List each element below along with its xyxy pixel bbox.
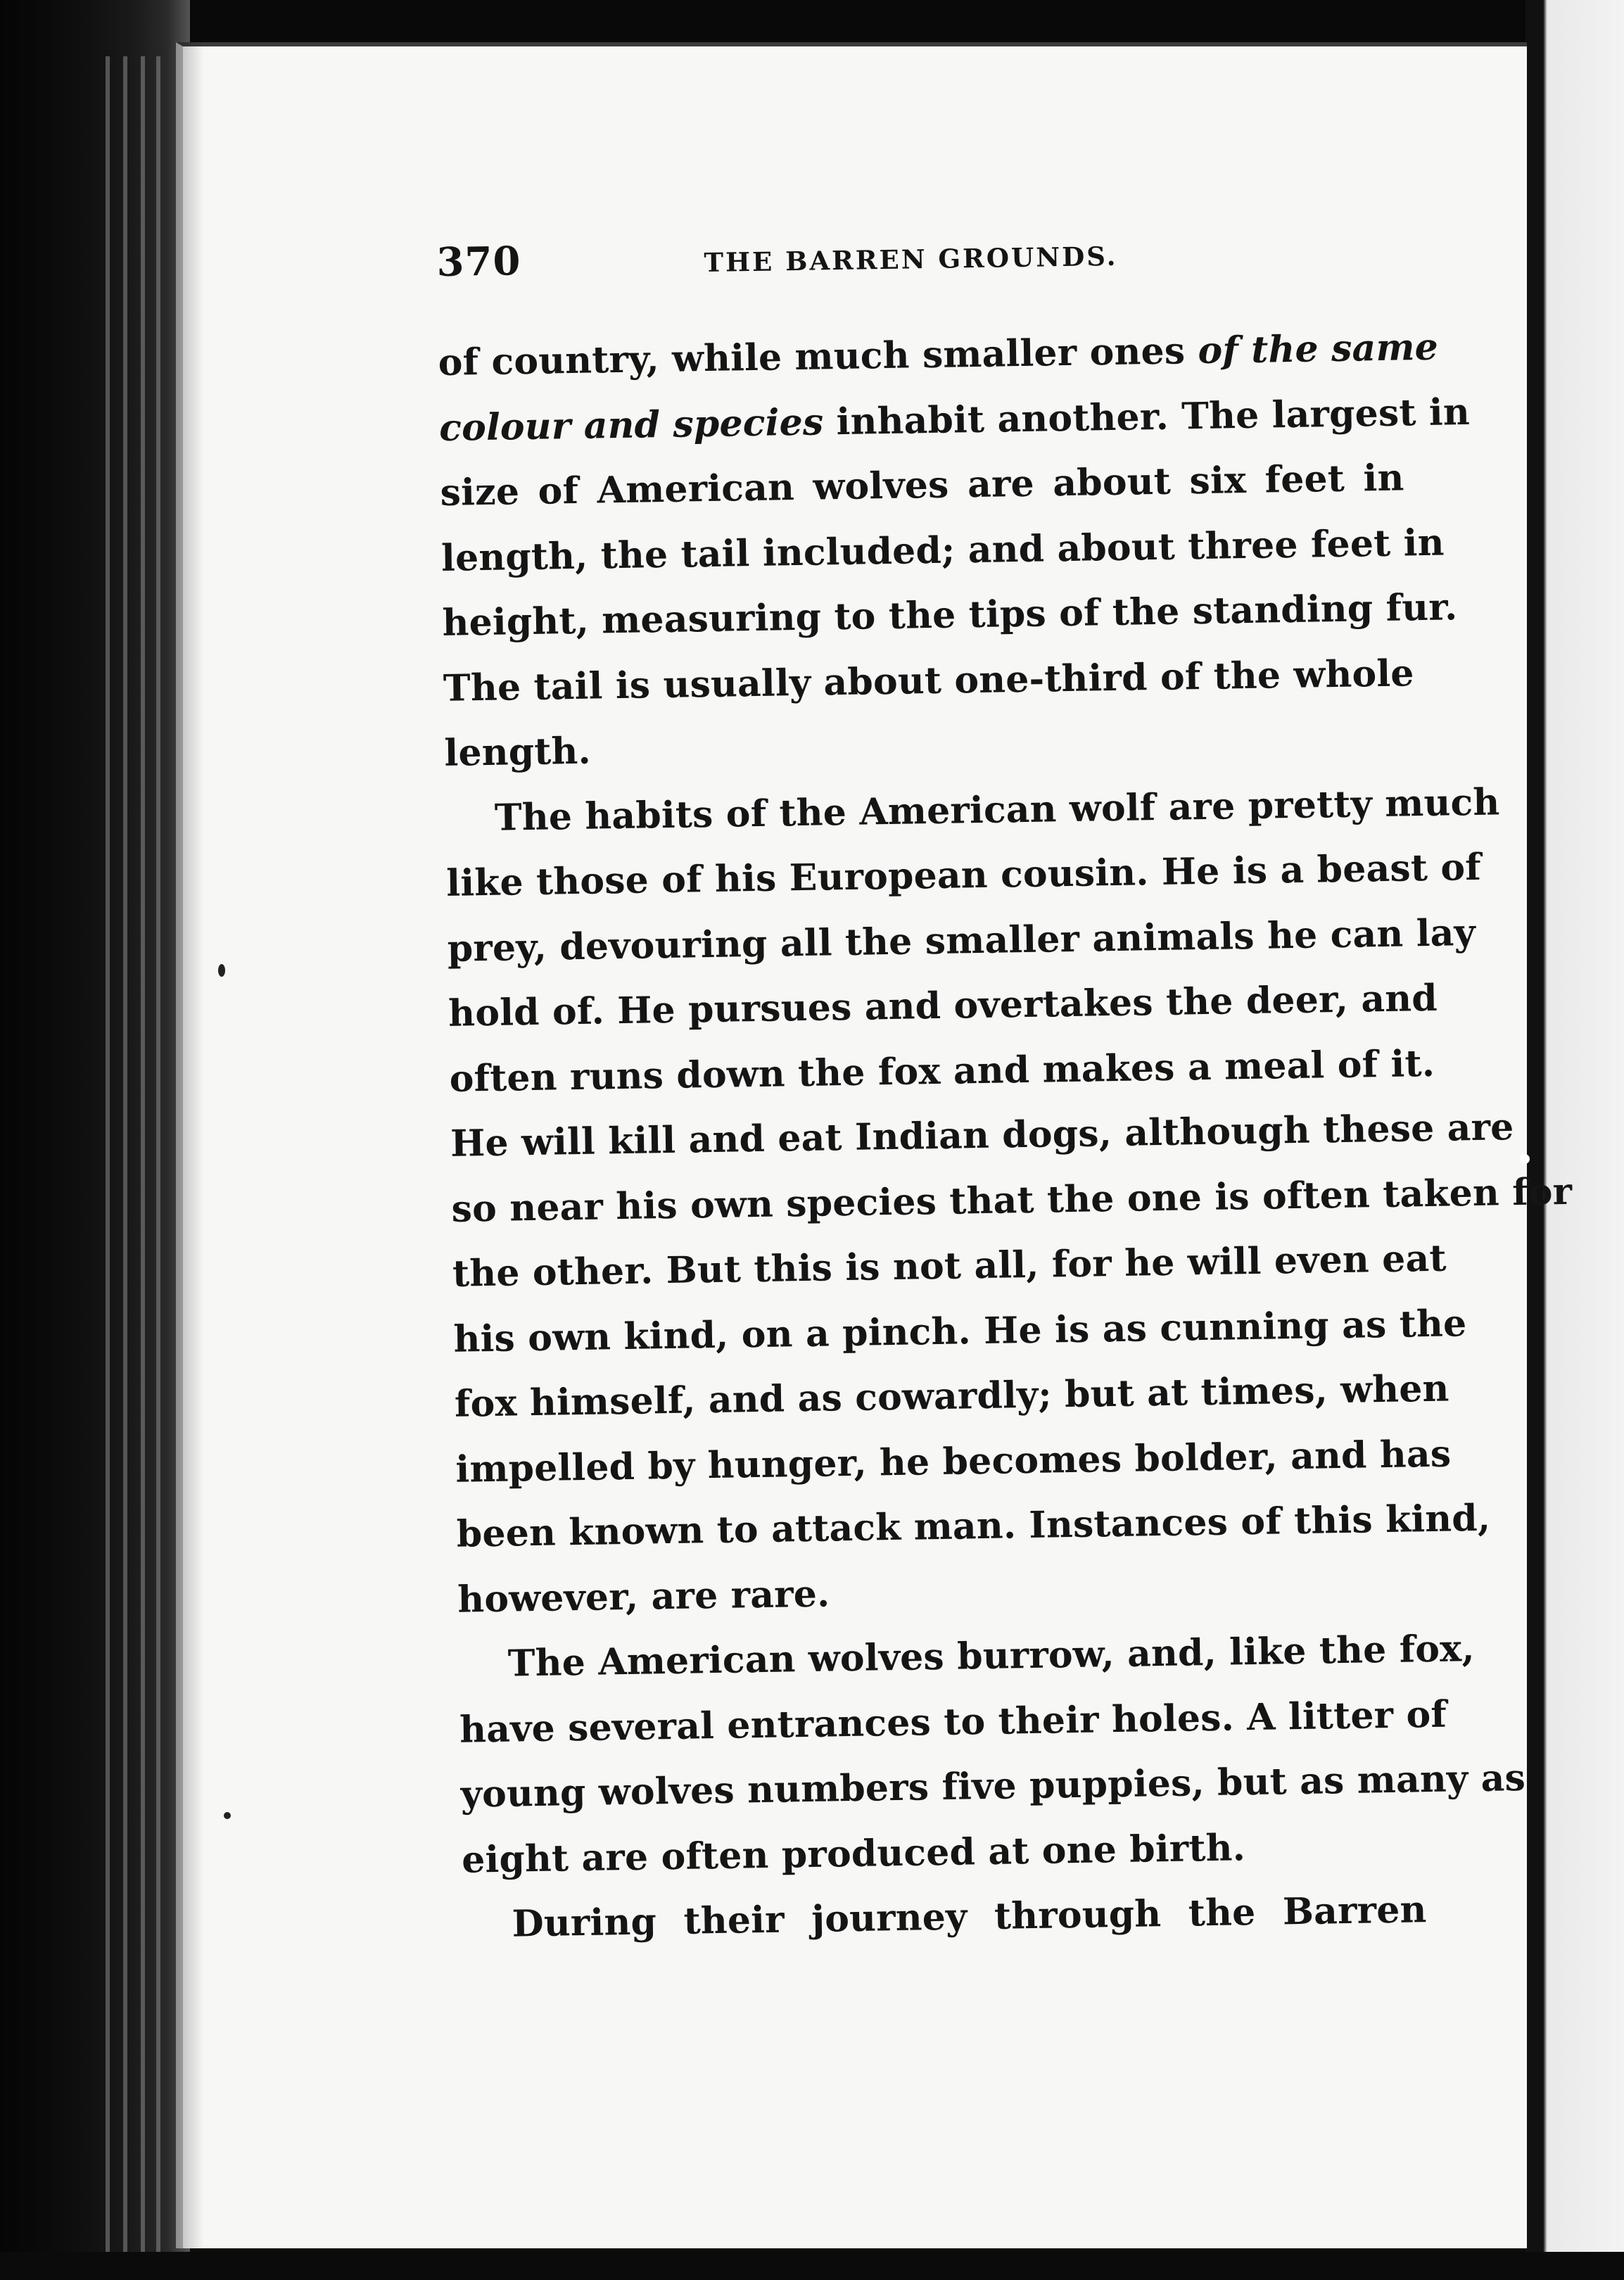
paragraph: [445, 771, 1573, 1633]
next-page-sliver: [1525, 0, 1624, 2280]
line-text: The tail is usually about one-third of the whole: [443, 651, 1415, 710]
line-text: impelled by hunger, he becomes bolder, and has: [455, 1432, 1452, 1491]
body-text: [438, 315, 1573, 1958]
line-text: however, are rare.: [457, 1571, 830, 1621]
line-text: He will kill and eat Indian dogs, although these are: [450, 1106, 1514, 1165]
line-text: hold of. He pursues and overtakes the deer, and: [448, 976, 1438, 1035]
line-text: The American wolves burrow, and, like the fox,: [507, 1627, 1476, 1685]
line-text: been known to attack man. Instances of this kind,: [456, 1496, 1491, 1556]
line-text: of country, while much smaller ones: [438, 329, 1198, 384]
line-text: his own kind, on a pinch. He is as cunning as the: [453, 1301, 1467, 1361]
line-text: length, the tail included; and about three feet in: [440, 521, 1445, 580]
page-edge: [141, 56, 145, 2252]
line-text: During their journey through the Barren: [512, 1888, 1427, 1946]
line-text: size of American wolves are about six feet in: [440, 456, 1404, 514]
book-binding: [0, 0, 190, 2280]
line-text: length.: [443, 729, 592, 775]
page-number: 370: [436, 238, 521, 286]
line-text: like those of his European cousin. He is a beast of: [445, 845, 1482, 905]
line-text: height, measuring to the tips of the standing fur.: [442, 585, 1458, 645]
line-text: young wolves numbers five puppies, but as many as: [460, 1756, 1526, 1816]
page-edge: [156, 56, 160, 2252]
running-head-title: THE BARREN GROUNDS.: [704, 240, 1118, 279]
paragraph: [458, 1617, 1526, 1892]
running-head: [436, 224, 1401, 310]
scan-speck: [224, 1812, 231, 1819]
line-text: inhabit another. The largest in: [823, 390, 1471, 443]
page-gutter-shadow: [176, 42, 204, 2248]
paragraph: [438, 315, 1471, 786]
line-text: have several entrances to their holes. A litter of: [459, 1692, 1447, 1752]
italic-text: of the same: [1198, 325, 1439, 373]
line-text: The habits of the American wolf are pretty much: [494, 780, 1500, 840]
line-text: often runs down the fox and makes a meal of it.: [449, 1041, 1435, 1101]
scan-bottom-border: [0, 2252, 1624, 2280]
line-text: fox himself, and as cowardly; but at times, when: [454, 1367, 1449, 1426]
line-text: the other. But this is not all, for he will even eat: [452, 1236, 1447, 1296]
page-text: [436, 224, 1573, 1958]
italic-text: colour and species: [438, 400, 824, 450]
page-edge: [123, 56, 127, 2252]
line-text: so near his own species that the one is often taken for: [451, 1170, 1573, 1231]
scan-speck: [1520, 1154, 1530, 1164]
scan-speck: [218, 964, 225, 977]
line-text: prey, devouring all the smaller animals he can lay: [447, 911, 1476, 970]
page-edge: [106, 56, 110, 2252]
line-text: eight are often produced at one birth.: [461, 1825, 1246, 1882]
